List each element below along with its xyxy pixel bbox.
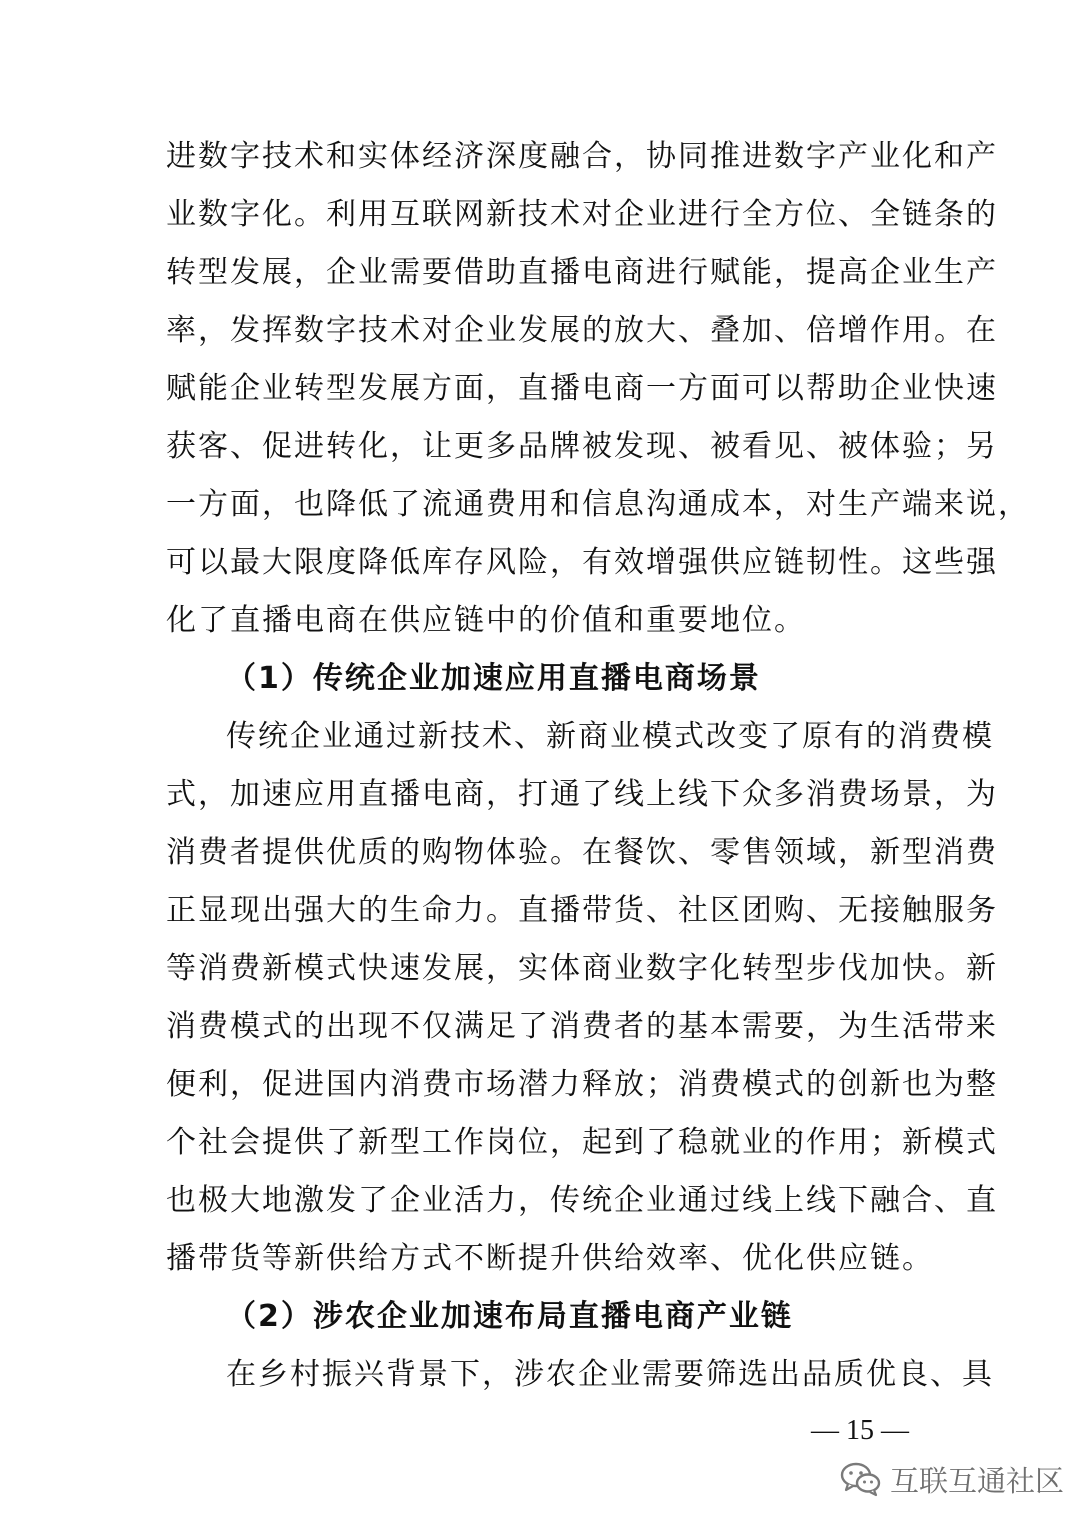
text-line: 一方面，也降低了流通费用和信息沟通成本，对生产端来说， — [166, 487, 1030, 522]
text-line: 播带货等新供给方式不断提升供给效率、优化供应链。 — [166, 1241, 934, 1276]
document-body — [166, 128, 1030, 1404]
text-line: 传统企业通过新技术、新商业模式改变了原有的消费模 — [226, 719, 994, 754]
text-line: 转型发展，企业需要借助直播电商进行赋能，提高企业生产 — [166, 255, 998, 290]
text-line: 也极大地激发了企业活力，传统企业通过线上线下融合、直 — [166, 1183, 998, 1218]
text-line: 业数字化。利用互联网新技术对企业进行全方位、全链条的 — [166, 197, 998, 232]
wechat-icon — [840, 1461, 882, 1497]
watermark-text: 互联互通社区 — [890, 1463, 1065, 1498]
page-number: — 15 — — [811, 1415, 909, 1446]
text-line: 式，加速应用直播电商，打通了线上线下众多消费场景，为 — [166, 777, 998, 812]
paragraph — [166, 128, 1030, 650]
text-line: 便利，促进国内消费市场潜力释放；消费模式的创新也为整 — [166, 1067, 998, 1102]
text-line: 消费模式的出现不仅满足了消费者的基本需要，为生活带来 — [166, 1009, 998, 1044]
text-line: 个社会提供了新型工作岗位，起到了稳就业的作用；新模式 — [166, 1125, 998, 1160]
text-line: 可以最大限度降低库存风险，有效增强供应链韧性。这些强 — [166, 545, 998, 580]
text-line: 等消费新模式快速发展，实体商业数字化转型步伐加快。新 — [166, 951, 998, 986]
paragraph — [166, 1346, 994, 1404]
text-line: 化了直播电商在供应链中的价值和重要地位。 — [166, 603, 806, 638]
text-line: 率，发挥数字技术对企业发展的放大、叠加、倍增作用。在 — [166, 313, 998, 348]
section-heading: （1）传统企业加速应用直播电商场景 — [226, 661, 761, 696]
text-line: 正显现出强大的生命力。直播带货、社区团购、无接触服务 — [166, 893, 998, 928]
watermark — [840, 1452, 1064, 1506]
text-line: 赋能企业转型发展方面，直播电商一方面可以帮助企业快速 — [166, 371, 998, 406]
text-line: 在乡村振兴背景下，涉农企业需要筛选出品质优良、具 — [226, 1357, 994, 1392]
text-line: 消费者提供优质的购物体验。在餐饮、零售领域，新型消费 — [166, 835, 998, 870]
text-line: 获客、促进转化，让更多品牌被发现、被看见、被体验；另 — [166, 429, 998, 464]
paragraph — [166, 708, 998, 1288]
text-line: 进数字技术和实体经济深度融合，协同推进数字产业化和产 — [166, 139, 998, 174]
section-heading: （2）涉农企业加速布局直播电商产业链 — [226, 1299, 793, 1334]
